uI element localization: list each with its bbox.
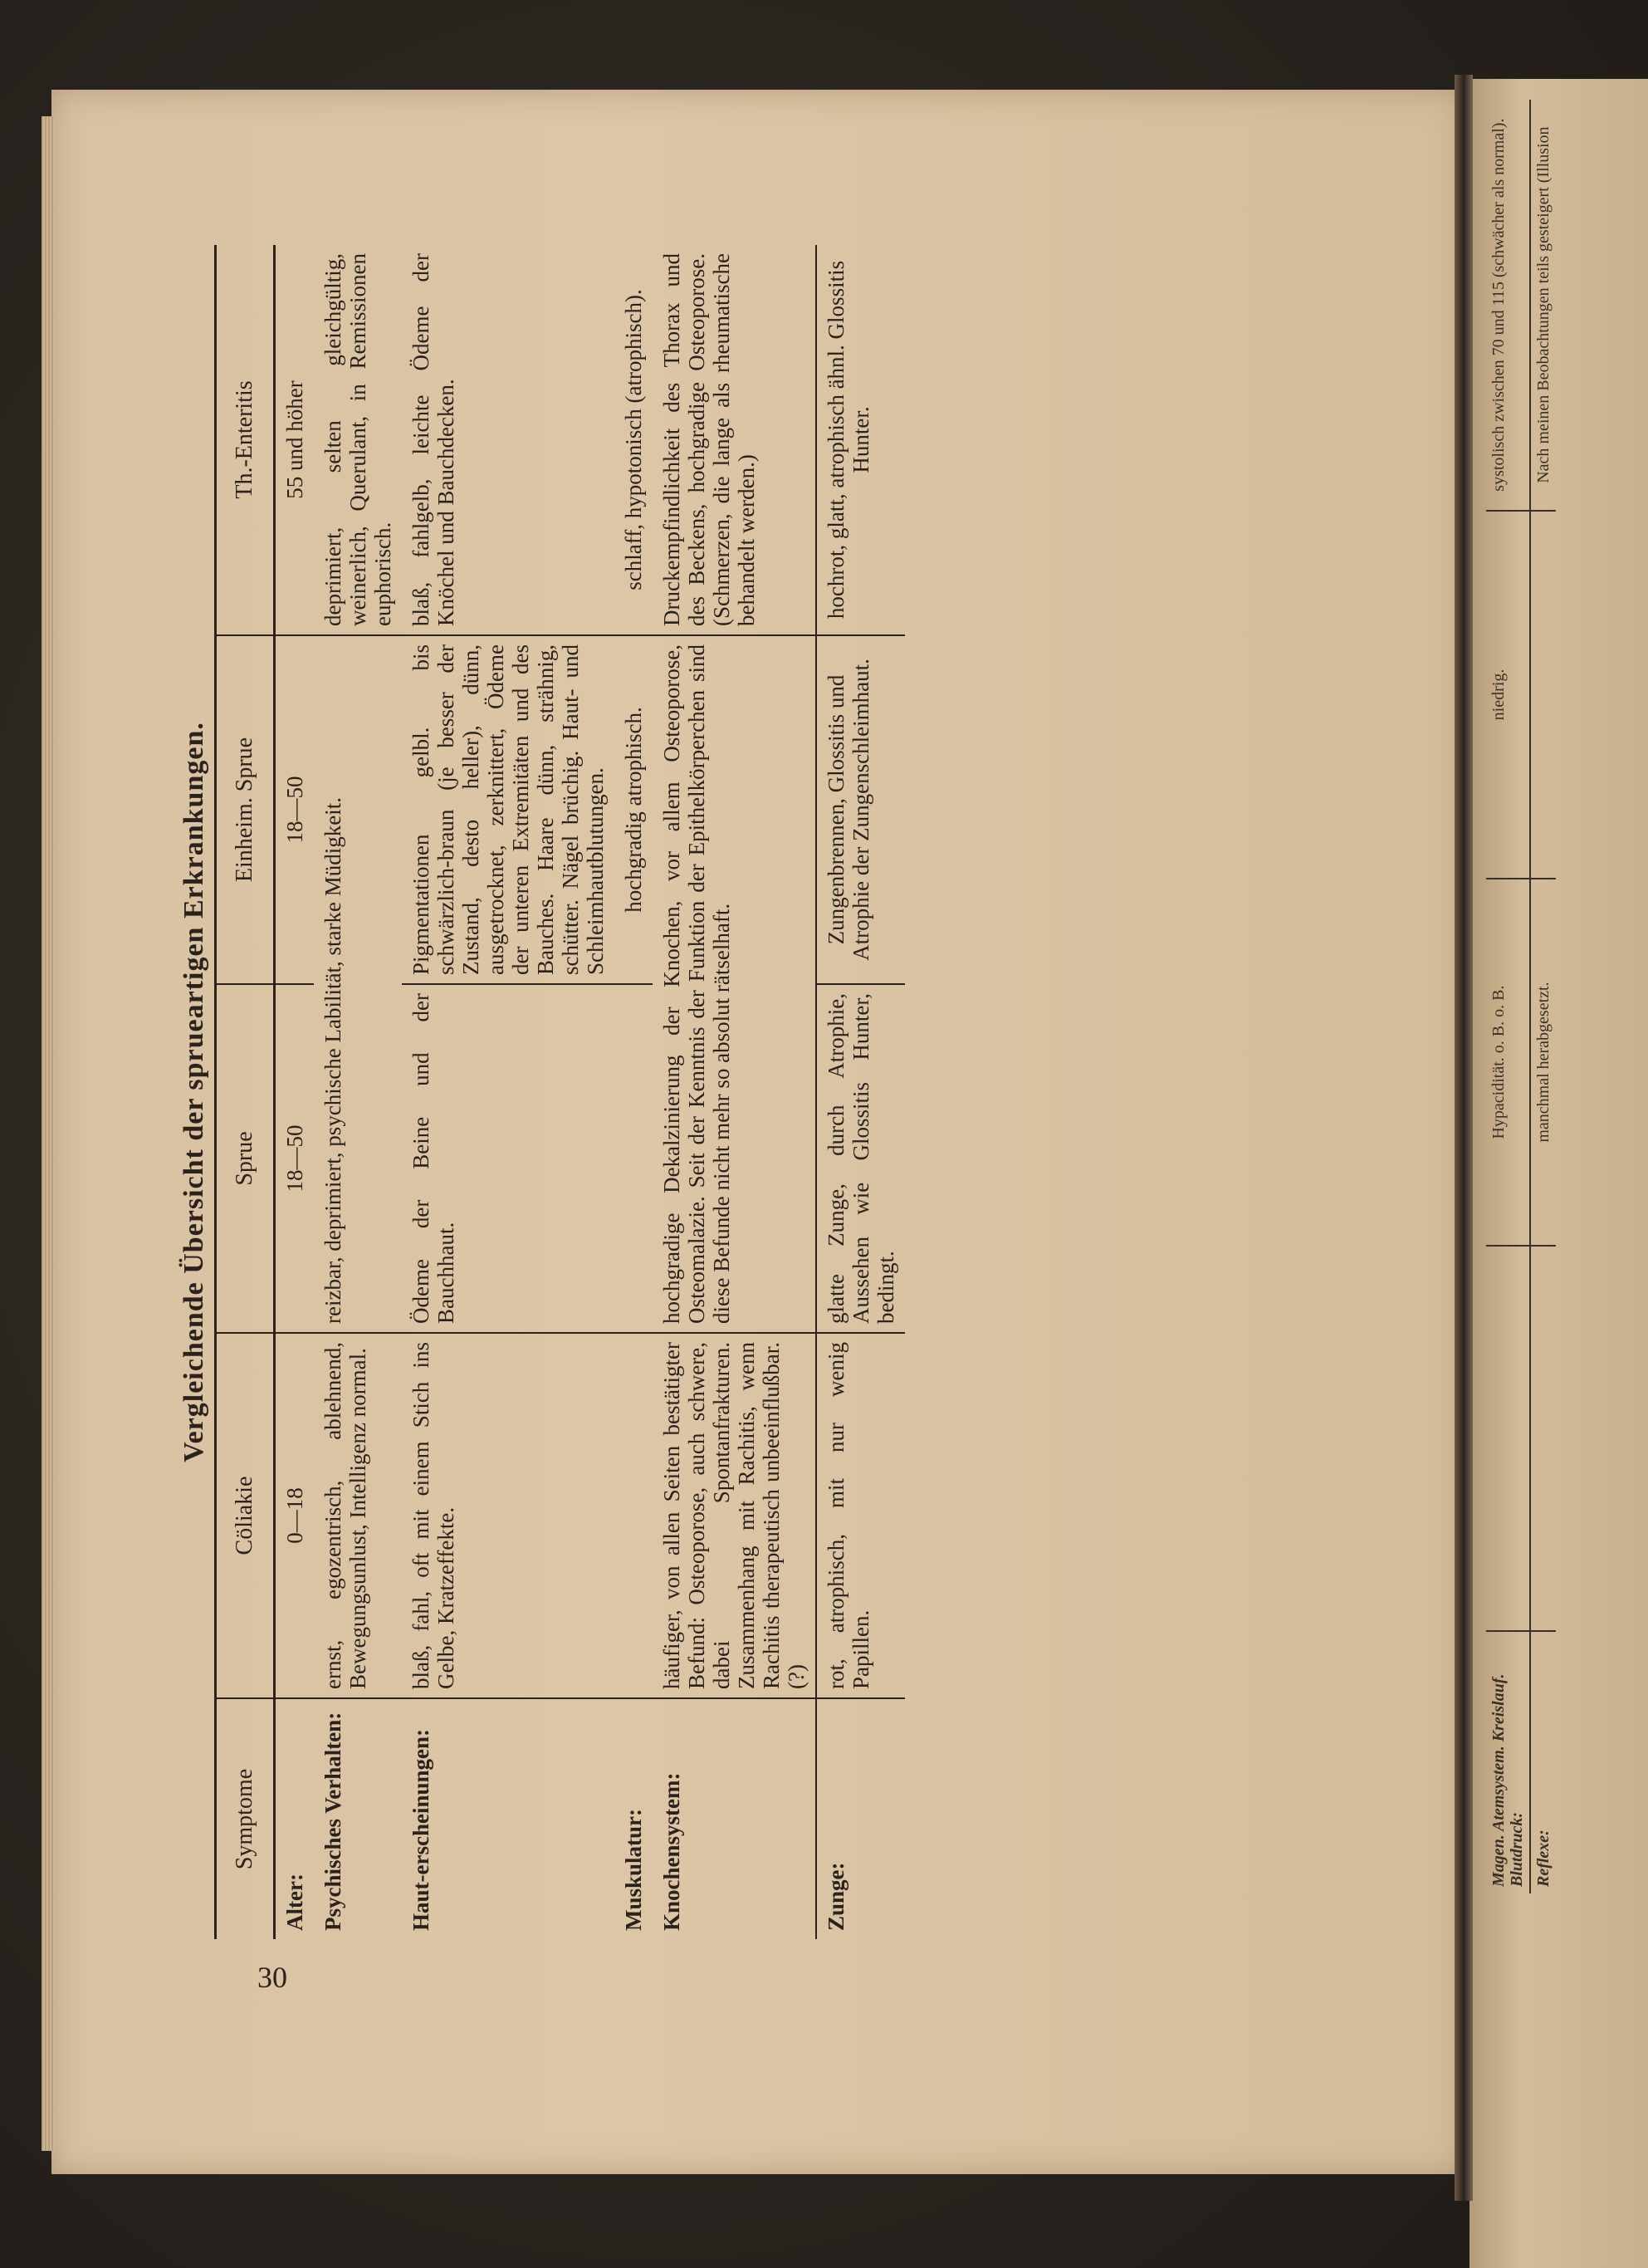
cell [1486,1246,1530,1631]
row-label: Alter: [282,1874,307,1931]
table-row [402,245,614,1939]
table-row [653,245,816,1939]
cell: schlaff, hypotonisch (atrophisch). [614,245,653,635]
book-gutter [1455,75,1473,2201]
cell: 18—50 [275,984,315,1333]
table-row [816,245,905,1939]
table-row [614,245,653,1939]
facing-page-table [1486,100,1636,1893]
header-symptome: Symptome [216,1698,275,1939]
cell: 55 und höher [275,245,315,635]
row-label: Magen. Atemsystem. Kreislauf. Blutdruck: [1489,1673,1526,1887]
rotated-table-block [174,245,1445,1939]
cell: rot, atrophisch, mit nur wenig Papillen. [816,1333,905,1698]
cell: hochgradig atrophisch. [614,635,653,984]
row-label: Knochensystem: [659,1772,684,1931]
row-label: Psychisches Verhalten: [320,1712,345,1931]
continuation-table [1486,100,1556,1893]
header-sprue: Sprue [216,984,275,1333]
cell-merged: hochgradige Dekalzinierung der Knochen, vor allem Osteoporose, Osteomalazie. Seit der Kenntnis der Funktion der Epithelkörperchen sind diese Befunde nicht mehr so absolut rätselhaft. [653,635,816,1333]
cell: Hypacidität. o. B. o. B. [1486,879,1530,1247]
header-coeliakie: Cöliakie [216,1333,275,1698]
cell [1530,511,1556,879]
cell: 0—18 [275,1333,315,1698]
cell [1530,1246,1556,1631]
row-label: Zunge: [816,1698,905,1939]
cell: blaß, fahlgelb, leichte Ödeme der Knöchel und Bauchdecken. [402,245,614,635]
cell-merged: reizbar, deprimiert, psychische Labilität, starke Müdigkeit. [314,635,402,1333]
cell: glatte Zunge, durch Atrophie, Aussehen wie Glossitis Hunter, bedingt. [816,984,905,1333]
cell: deprimiert, selten gleichgültig, weinerlich, Querulant, in Remissionen euphorisch. [314,245,402,635]
cell [614,1333,653,1698]
cell: hochrot, glatt, atrophisch ähnl. Glossitis Hunter. [816,245,905,635]
cell: systolisch zwischen 70 und 115 (schwächer als normal). [1486,100,1530,511]
cell: ernst, egozentrisch, ablehnend, Bewegungsunlust, Intelligenz normal. [314,1333,402,1698]
cell: Nach meinen Beobachtungen teils gesteigert (Illusion [1530,100,1556,511]
header-row [216,245,275,1939]
page-edge-stack [42,116,55,2151]
cell: 18—50 [275,635,315,984]
cell [614,984,653,1333]
cell: niedrig. [1486,511,1530,879]
table-row [1530,100,1556,1893]
cell: Ödeme der Beine und der Bauchhaut. [402,984,614,1333]
cell: manchmal herabgesetzt. [1530,879,1556,1247]
cell: blaß, fahl, oft mit einem Stich ins Gelbe, Kratzeffekte. [402,1333,614,1698]
cell: Druckempfindlichkeit des Thorax und des Beckens, hochgradige Osteoporose. (Schmerzen, die lange als rheumatische behandelt werden.) [653,245,816,635]
table-row [314,245,402,1939]
header-einheim-sprue: Einheim. Sprue [216,635,275,984]
comparison-table [214,245,905,1939]
cell: häufiger, von allen Seiten bestätigter Befund: Osteoporose, auch schwere, dabei Spontanfrakturen. Zusammenhang mit Rachitis, wenn Rachitis therapeutisch unbeeinflußbar. (?) [653,1333,816,1698]
cell: Zungenbrennen, Glossitis und Atrophie der Zungenschleimhaut. [816,635,905,984]
table-row [275,245,315,1939]
table-row [1486,100,1530,1893]
header-th-enteritis: Th.-Enteritis [216,245,275,635]
cell: Pigmentationen gelbl. bis schwärzlich-braun (je besser der Zustand, desto heller), dünn, ausgetrocknet, zerknittert, Ödeme der unteren Extremitäten und des Bauches. Haare dünn, strähnig, schütter. Nägel brüchig. Haut- und Schleimhautblutungen. [402,635,614,984]
row-label: Muskulatur: [621,1808,646,1931]
page-number: 30 [257,1961,287,1994]
table-title: Vergleichende Übersicht der sprueartigen Erkrankungen. [178,722,209,1462]
row-label: Reflexe: [1530,1631,1556,1893]
row-label: Haut-erscheinungen: [408,1729,433,1931]
